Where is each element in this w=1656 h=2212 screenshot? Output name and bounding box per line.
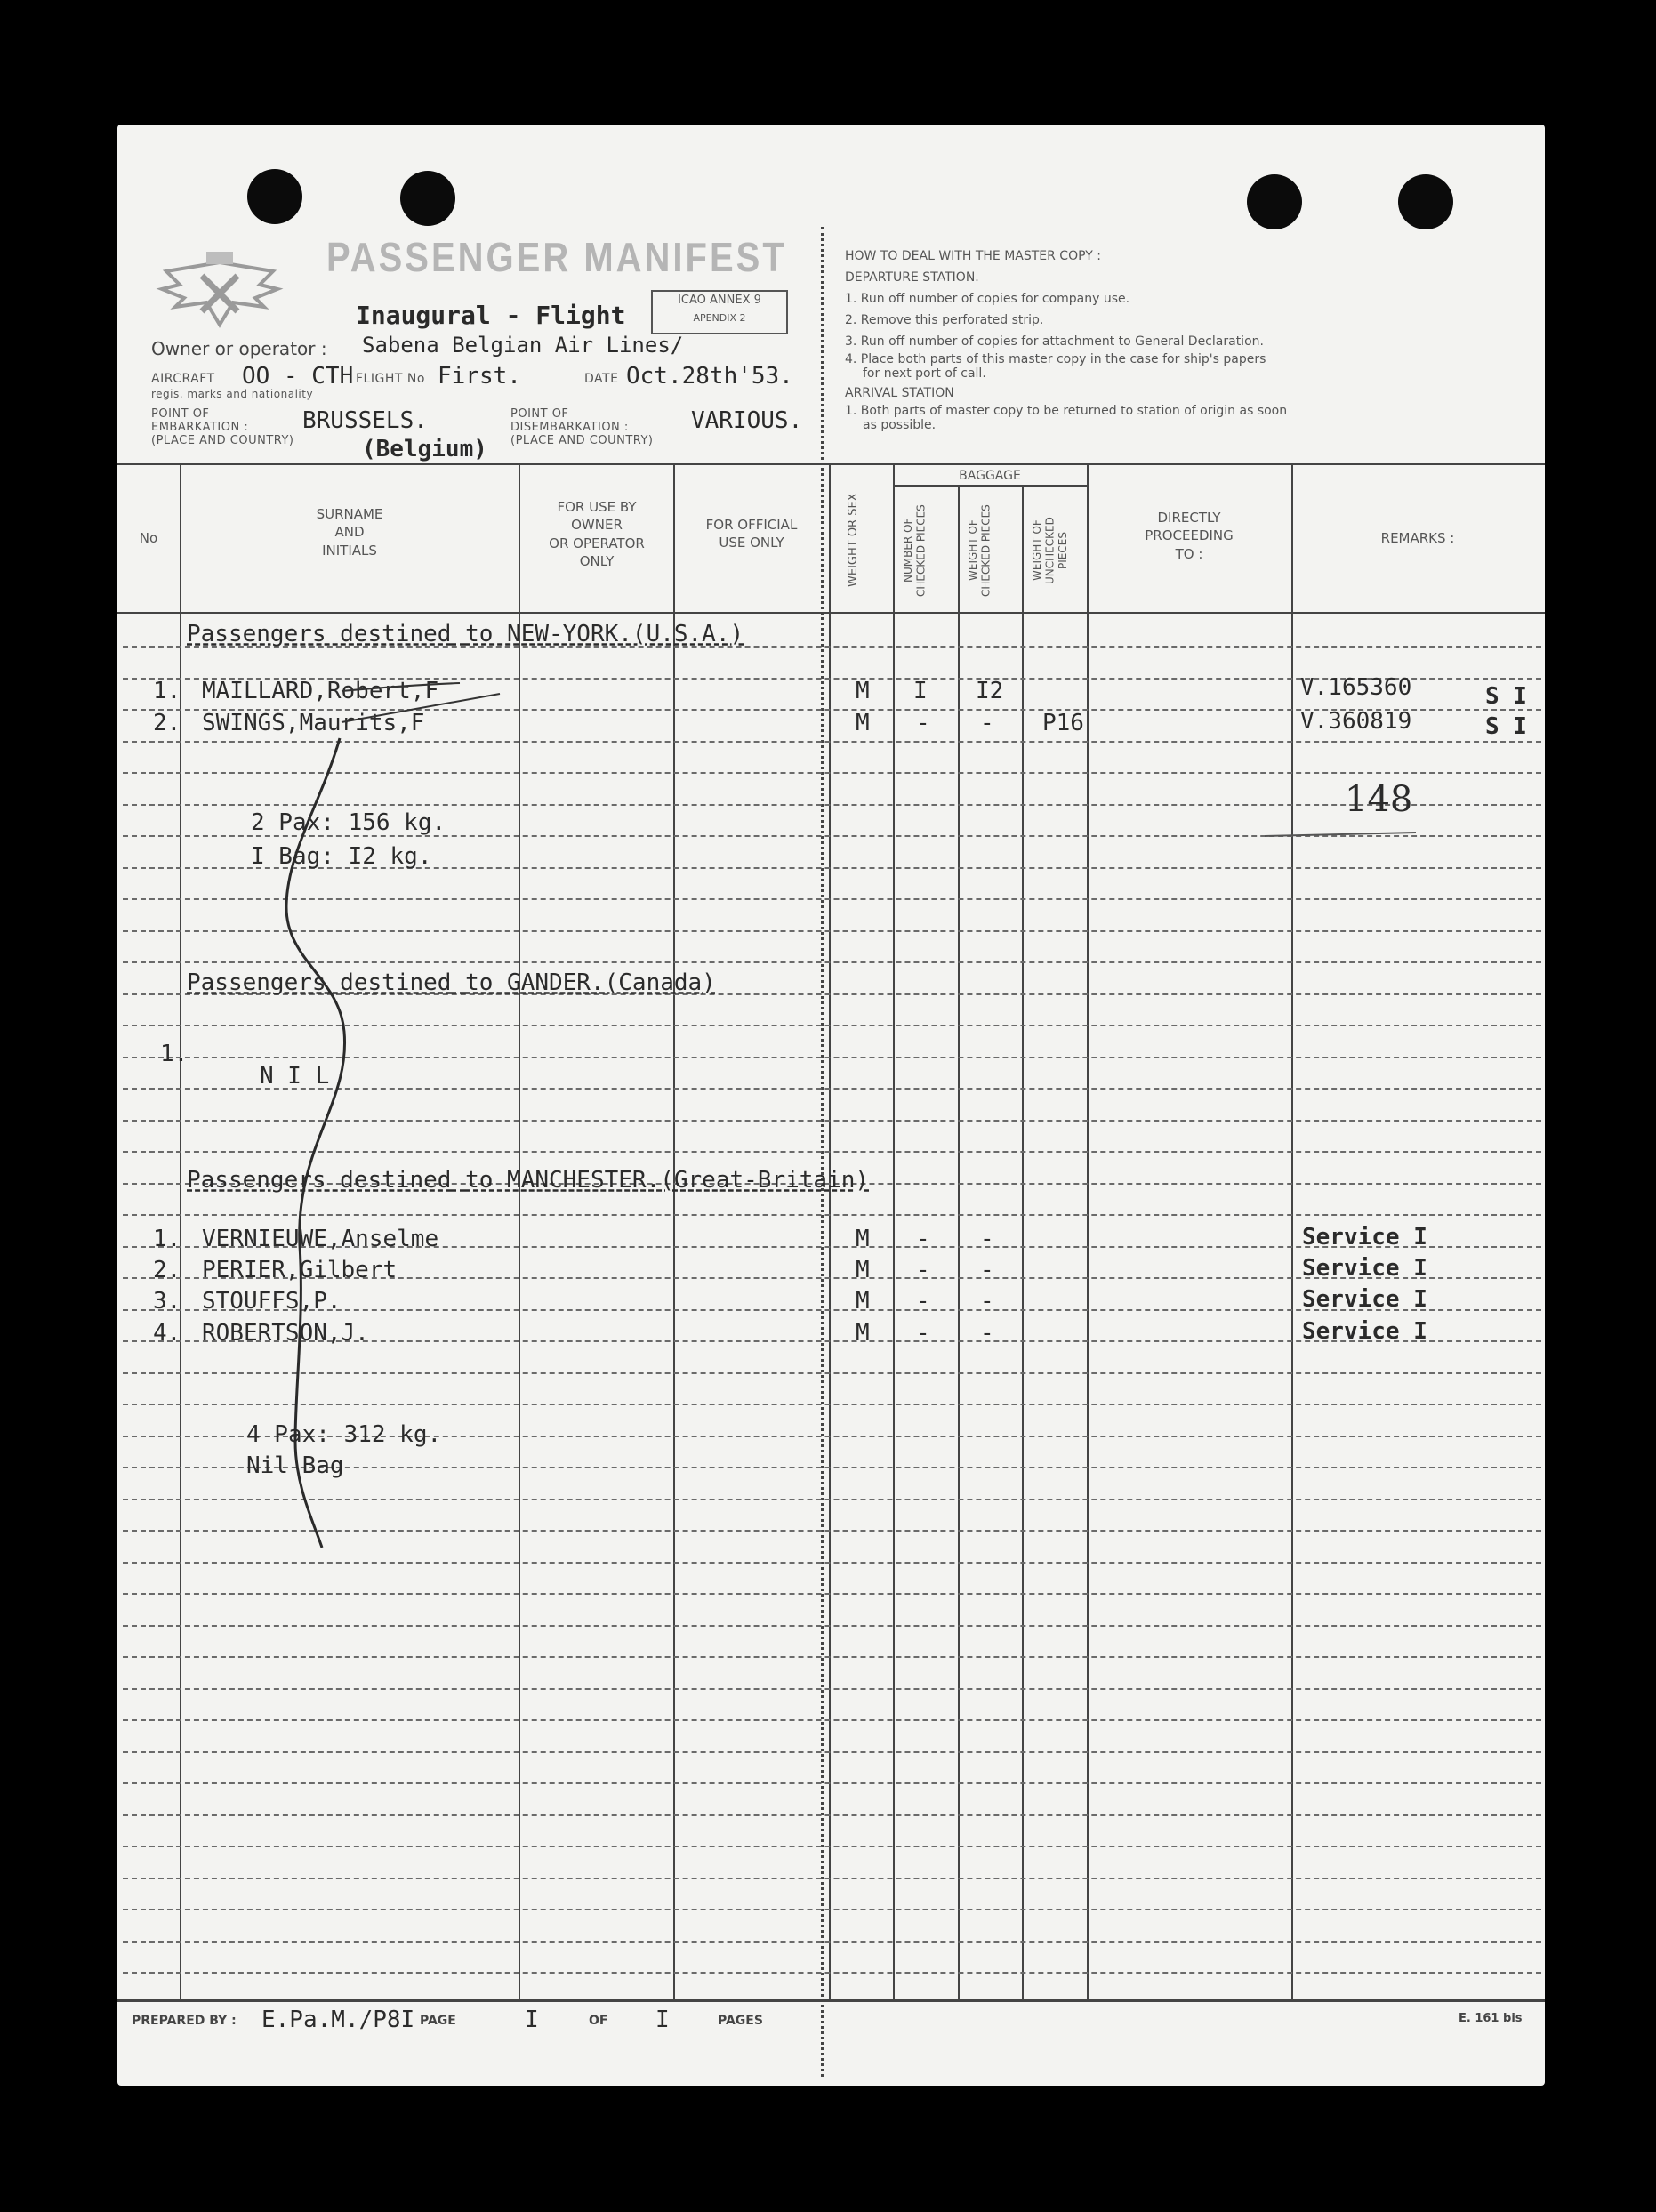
checked-weight: I2 bbox=[976, 678, 1004, 704]
owner-value: Sabena Belgian Air Lines/ bbox=[362, 333, 684, 358]
row-number: 1. bbox=[160, 1041, 189, 1067]
row-number: 2. bbox=[153, 1257, 181, 1283]
remark-extra: S I bbox=[1485, 713, 1527, 740]
aircraft-value: OO - CTH bbox=[242, 363, 354, 390]
checked-weight: - bbox=[980, 710, 994, 736]
aircraft-label: AIRCRAFT bbox=[151, 372, 215, 386]
checked-pieces: - bbox=[916, 1226, 930, 1252]
prepared-by-value: E.Pa.M./P8I bbox=[261, 2007, 415, 2033]
summary-line: 2 Pax: 156 kg. bbox=[251, 809, 446, 836]
col-header-remarks: REMARKS : bbox=[1380, 530, 1455, 546]
date-value: Oct.28th'53. bbox=[626, 363, 793, 390]
of-label: OF bbox=[589, 2014, 608, 2028]
remark-value: Service I bbox=[1302, 1318, 1427, 1345]
checked-weight: - bbox=[980, 1288, 994, 1315]
summary-line: Nil Bag bbox=[246, 1452, 344, 1479]
pages-label: PAGES bbox=[718, 2014, 763, 2028]
handwritten-strokes bbox=[117, 125, 1545, 2086]
form-title: PASSENGER MANIFEST bbox=[326, 235, 787, 281]
checked-pieces: - bbox=[916, 1257, 930, 1283]
stamp-number: 148 bbox=[1345, 779, 1413, 820]
passenger-sex: M bbox=[856, 1288, 870, 1315]
col-header-surname: SURNAME AND INITIALS bbox=[316, 506, 383, 559]
embarkation-value: BRUSSELS. bbox=[302, 407, 428, 434]
passenger-sex: M bbox=[856, 1320, 870, 1347]
checked-pieces: - bbox=[916, 710, 930, 736]
row-number: 1. bbox=[153, 678, 181, 704]
embarkation-country: (Belgium) bbox=[362, 436, 487, 463]
owner-label: Owner or operator : bbox=[151, 338, 327, 359]
col-header-weight-sex: WEIGHT OR SEX bbox=[847, 493, 860, 588]
unchecked-weight: P16 bbox=[1042, 710, 1084, 736]
checked-pieces: I bbox=[913, 678, 928, 704]
checked-weight: - bbox=[980, 1320, 994, 1347]
remark-value: V.360819 bbox=[1300, 708, 1412, 735]
date-label: DATE bbox=[584, 372, 619, 386]
passenger-name: STOUFFS,P. bbox=[202, 1288, 342, 1315]
page-value: I bbox=[525, 2007, 539, 2033]
passenger-name: VERNIEUWE,Anselme bbox=[202, 1226, 439, 1252]
col-header-owner-use: FOR USE BY OWNER OR OPERATOR ONLY bbox=[549, 499, 645, 569]
flight-number-value: First. bbox=[438, 363, 521, 390]
checked-weight: - bbox=[980, 1257, 994, 1283]
row-number: 4. bbox=[153, 1320, 181, 1347]
footer bbox=[132, 2014, 237, 2028]
form-code: E. 161 bis bbox=[1459, 2012, 1523, 2025]
passenger-name: MAILLARD,Robert,F bbox=[202, 678, 439, 704]
page-label: PAGE bbox=[420, 2014, 456, 2028]
summary-line: I Bag: I2 kg. bbox=[251, 843, 432, 870]
icao-box: ICAO ANNEX 9 APENDIX 2 bbox=[651, 290, 788, 334]
disembarkation-value: VARIOUS. bbox=[691, 407, 803, 434]
row-number: 3. bbox=[153, 1288, 181, 1315]
instructions-block: HOW TO DEAL WITH THE MASTER COPY : DEPARTURE STATION. 1. Run off number of copies for company use. 2. Remove this perforated strip. 3. Run off number of copies for attachment to General Declaration. 4. Place both parts of this master copy in the case for ship's papers for next port of call. ARRIVAL STATION 1. Both parts of master copy to be returned to station of origin as soon as possible. bbox=[845, 249, 1288, 432]
passenger-sex: M bbox=[856, 1226, 870, 1252]
col-header-weight-unchecked: WEIGHT OF UNCHECKED PIECES bbox=[1031, 517, 1069, 584]
prepared-by-label: PREPARED BY : bbox=[132, 2014, 237, 2028]
passenger-name: ROBERTSON,J. bbox=[202, 1320, 369, 1347]
checked-weight: - bbox=[980, 1226, 994, 1252]
row-number: 1. bbox=[153, 1226, 181, 1252]
regis-label: regis. marks and nationality bbox=[151, 388, 314, 400]
flight-number-label: FLIGHT No bbox=[356, 372, 425, 386]
passenger-sex: M bbox=[856, 1257, 870, 1283]
remark-value: V.165360 bbox=[1300, 674, 1412, 701]
nil-entry: N I L bbox=[260, 1063, 330, 1090]
section-heading-manchester: Passengers destined to MANCHESTER.(Great-Britain) bbox=[187, 1167, 870, 1194]
summary-line: 4 Pax: 312 kg. bbox=[246, 1421, 442, 1448]
section-heading-gander: Passengers destined to GANDER.(Canada) bbox=[187, 969, 716, 996]
checked-pieces: - bbox=[916, 1288, 930, 1315]
passenger-name: SWINGS,Maurits,F bbox=[202, 710, 425, 736]
disembarkation-label: POINT OF DISEMBARKATION : (PLACE AND COUNTRY) bbox=[510, 407, 654, 447]
checked-pieces: - bbox=[916, 1320, 930, 1347]
passenger-sex: M bbox=[856, 710, 870, 736]
passenger-sex: M bbox=[856, 678, 870, 704]
embarkation-label: POINT OF EMBARKATION : (PLACE AND COUNTRY) bbox=[151, 407, 294, 447]
col-header-official-use: FOR OFFICIAL USE ONLY bbox=[705, 517, 798, 551]
remark-extra: S I bbox=[1485, 683, 1527, 710]
col-header-directly-proceeding: DIRECTLY PROCEEDING TO : bbox=[1145, 510, 1234, 562]
remark-value: Service I bbox=[1302, 1286, 1427, 1313]
row-number: 2. bbox=[153, 710, 181, 736]
col-header-num-checked: NUMBER OF CHECKED PIECES bbox=[902, 504, 928, 597]
remark-value: Service I bbox=[1302, 1255, 1427, 1282]
col-header-weight-checked: WEIGHT OF CHECKED PIECES bbox=[967, 504, 993, 597]
section-heading-new-york: Passengers destined to NEW-YORK.(U.S.A.) bbox=[187, 621, 744, 648]
col-header-baggage: BAGGAGE bbox=[959, 469, 1021, 483]
flight-description: Inaugural - Flight bbox=[356, 301, 626, 330]
manifest-page bbox=[117, 125, 1545, 2086]
remark-value: Service I bbox=[1302, 1224, 1427, 1251]
of-value: I bbox=[655, 2007, 670, 2033]
col-header-no: No bbox=[139, 530, 158, 546]
passenger-name: PERIER,Gilbert bbox=[202, 1257, 398, 1283]
